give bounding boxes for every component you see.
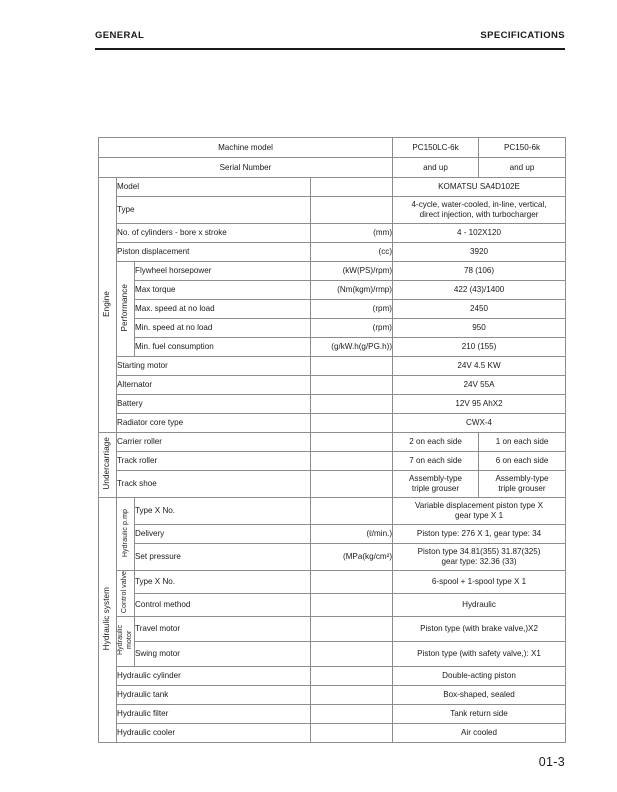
performance-row <box>99 262 566 281</box>
row-unit <box>311 178 393 197</box>
row-value: Piston type 34.81(355) 31.87(325) gear type: 32.36 (33) <box>393 544 566 571</box>
control-valve-row <box>99 571 566 594</box>
group-label-cell <box>117 571 135 617</box>
row-value: 24V 55A <box>393 376 566 395</box>
header-divider <box>95 48 565 50</box>
row-value: 210 (155) <box>393 338 566 357</box>
hydraulic-misc-row <box>99 704 566 723</box>
electrical-row <box>99 395 566 414</box>
row-label: Control method <box>135 594 311 617</box>
row-value: 78 (106) <box>393 262 566 281</box>
row-value: 2450 <box>393 300 566 319</box>
row-label: Alternator <box>117 376 311 395</box>
row-label: Max torque <box>135 281 311 300</box>
row-value-col2: 1 on each side <box>479 433 566 452</box>
machine-model-row <box>99 138 566 158</box>
row-label: Carrier roller <box>117 433 311 452</box>
row-value: 422 (43)/1400 <box>393 281 566 300</box>
row-unit <box>311 641 393 666</box>
row-unit: (rpm) <box>311 319 393 338</box>
row-label: Type X No. <box>135 571 311 594</box>
row-unit <box>311 704 393 723</box>
row-label: Delivery <box>135 525 311 544</box>
group-label-cell <box>117 262 135 357</box>
group-label-text: Control valve <box>121 571 129 614</box>
engine-row <box>99 224 566 243</box>
row-label: Min. speed at no load <box>135 319 311 338</box>
row-unit: (kW(PS)/rpm) <box>311 262 393 281</box>
row-label: Model <box>117 178 311 197</box>
performance-row <box>99 300 566 319</box>
engine-row <box>99 178 566 197</box>
row-unit <box>311 433 393 452</box>
row-unit <box>311 357 393 376</box>
row-unit: (rpm) <box>311 300 393 319</box>
undercarriage-row <box>99 471 566 498</box>
row-value-col1: PC150LC-6k <box>393 138 479 158</box>
group-label-text: Hydraulic motor <box>117 624 133 656</box>
radiator-row <box>99 414 566 433</box>
row-value: Piston type: 276 X 1, gear type: 34 <box>393 525 566 544</box>
row-unit <box>311 685 393 704</box>
header-left-title: GENERAL <box>95 30 145 41</box>
row-value: CWX-4 <box>393 414 566 433</box>
specifications-table-container <box>98 137 565 743</box>
row-value: 950 <box>393 319 566 338</box>
electrical-row <box>99 376 566 395</box>
row-label: Set pressure <box>135 544 311 571</box>
hydraulic-misc-row <box>99 723 566 742</box>
group-label-text: Hydraulic system <box>102 586 112 651</box>
row-value: Tank return side <box>393 704 566 723</box>
row-label: Machine model <box>99 138 393 158</box>
row-label: Travel motor <box>135 617 311 642</box>
page-header <box>95 30 565 41</box>
row-label: Hydraulic filter <box>117 704 311 723</box>
row-unit <box>311 471 393 498</box>
row-label: Battery <box>117 395 311 414</box>
group-label-cell <box>117 498 135 571</box>
row-value-col1: and up <box>393 158 479 178</box>
row-value-col1: 2 on each side <box>393 433 479 452</box>
row-value-col2: Assembly-type triple grouser <box>479 471 566 498</box>
row-value: 4 - 102X120 <box>393 224 566 243</box>
group-label-text: Undercarriage <box>102 437 112 490</box>
electrical-row <box>99 357 566 376</box>
row-label: Min. fuel consumption <box>135 338 311 357</box>
group-label-cell <box>99 498 117 743</box>
performance-row <box>99 319 566 338</box>
hydraulic-motor-row <box>99 617 566 642</box>
row-value: Box-shaped, sealed <box>393 685 566 704</box>
engine-row <box>99 243 566 262</box>
row-label: Type <box>117 197 311 224</box>
row-value: Piston type (with brake valve,)X2 <box>393 617 566 642</box>
row-unit <box>311 571 393 594</box>
row-value: 3920 <box>393 243 566 262</box>
hydraulic-motor-row <box>99 641 566 666</box>
engine-row <box>99 197 566 224</box>
row-value: Hydraulic <box>393 594 566 617</box>
page-number: 01-3 <box>538 755 565 769</box>
row-unit: (mm) <box>311 224 393 243</box>
row-value: 12V 95 AhX2 <box>393 395 566 414</box>
row-value-col2: and up <box>479 158 566 178</box>
row-label: Type X No. <box>135 498 311 525</box>
row-unit: (MPa(kg/cm²) <box>311 544 393 571</box>
row-value: KOMATSU SA4D102E <box>393 178 566 197</box>
group-label-text: Engine <box>102 290 112 317</box>
row-label: Hydraulic tank <box>117 685 311 704</box>
row-unit <box>311 617 393 642</box>
row-value: Double-acting piston <box>393 666 566 685</box>
row-label: Hydraulic cooler <box>117 723 311 742</box>
hydraulic-pump-row <box>99 498 566 525</box>
group-label-cell <box>99 178 117 433</box>
row-unit: (g/kW.h(g/PG.h)) <box>311 338 393 357</box>
row-unit <box>311 376 393 395</box>
row-label: Track roller <box>117 452 311 471</box>
row-unit <box>311 666 393 685</box>
row-label: Serial Number <box>99 158 393 178</box>
row-value-col2: 6 on each side <box>479 452 566 471</box>
control-valve-row <box>99 594 566 617</box>
undercarriage-row <box>99 452 566 471</box>
row-label: No. of cylinders - bore x stroke <box>117 224 311 243</box>
hydraulic-pump-row <box>99 525 566 544</box>
hydraulic-pump-row <box>99 544 566 571</box>
group-label-cell <box>117 617 135 667</box>
row-unit <box>311 414 393 433</box>
row-value: Air cooled <box>393 723 566 742</box>
row-unit: (cc) <box>311 243 393 262</box>
hydraulic-misc-row <box>99 685 566 704</box>
row-unit: (ℓ/min.) <box>311 525 393 544</box>
serial-number-row <box>99 158 566 178</box>
row-unit <box>311 395 393 414</box>
performance-row <box>99 281 566 300</box>
row-label: Track shoe <box>117 471 311 498</box>
row-unit <box>311 498 393 525</box>
row-value-col1: 7 on each side <box>393 452 479 471</box>
hydraulic-misc-row <box>99 666 566 685</box>
row-value-col1: Assembly-type triple grouser <box>393 471 479 498</box>
row-value: Piston type (with safety valve,): X1 <box>393 641 566 666</box>
undercarriage-row <box>99 433 566 452</box>
row-unit <box>311 723 393 742</box>
row-label: Piston displacement <box>117 243 311 262</box>
row-unit <box>311 197 393 224</box>
group-label-cell <box>99 433 117 498</box>
row-label: Max. speed at no load <box>135 300 311 319</box>
row-value: 6-spool + 1-spool type X 1 <box>393 571 566 594</box>
row-value: 4-cycle, water-cooled, in-line, vertical, direct injection, with turbocharger <box>393 197 566 224</box>
row-label: Hydraulic cylinder <box>117 666 311 685</box>
group-label-text: Hydraulic p.mp <box>122 508 129 557</box>
row-unit <box>311 594 393 617</box>
row-unit: (Nm(kgm)/rmp) <box>311 281 393 300</box>
header-right-title: SPECIFICATIONS <box>480 30 565 41</box>
performance-row <box>99 338 566 357</box>
row-label: Starting motor <box>117 357 311 376</box>
group-label-text: Performance <box>120 283 130 332</box>
row-label: Radiator core type <box>117 414 311 433</box>
row-value: 24V 4.5 KW <box>393 357 566 376</box>
row-label: Flywheel horsepower <box>135 262 311 281</box>
row-value-col2: PC150-6k <box>479 138 566 158</box>
row-value: Variable displacement piston type X gear type X 1 <box>393 498 566 525</box>
row-label: Swing motor <box>135 641 311 666</box>
row-unit <box>311 452 393 471</box>
specifications-table <box>98 137 566 743</box>
